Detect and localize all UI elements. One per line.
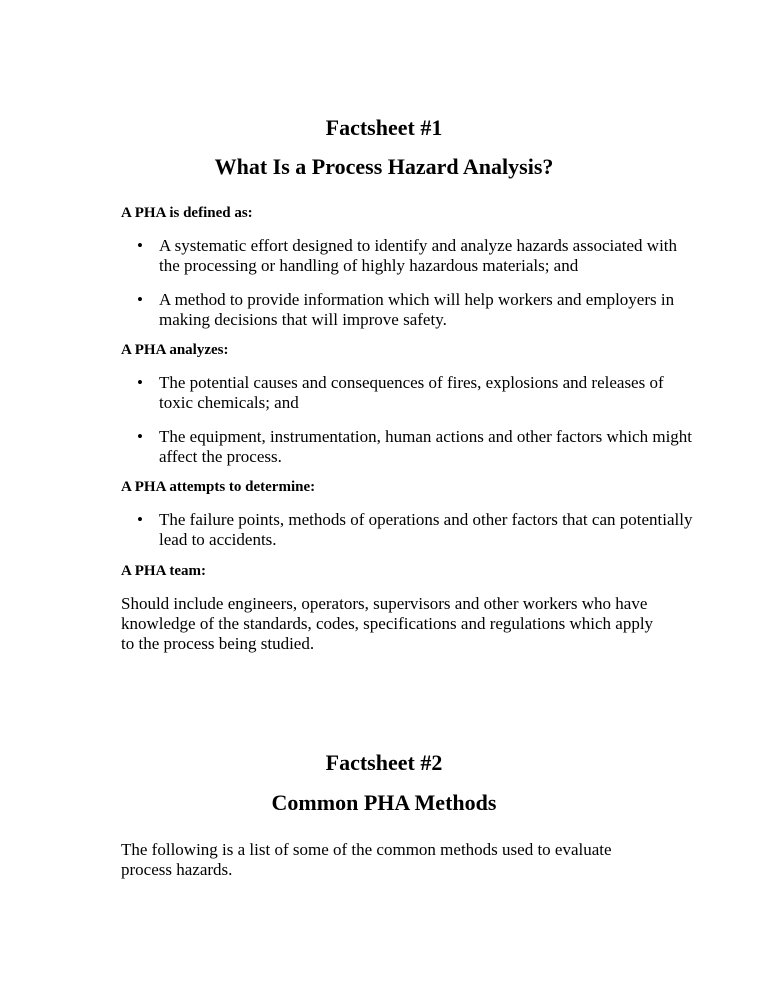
factsheet-2-subtitle: Common PHA Methods: [271, 790, 497, 815]
bullet-item: • The equipment, instrumentation, human actions and other factors which might affect the process.: [137, 427, 693, 466]
bullet-item: • A method to provide information which will help workers and employers in making decisions that will improve safety.: [137, 290, 675, 329]
heading-defined: A PHA is defined as:: [121, 205, 253, 221]
methods-intro-paragraph: The following is a list of some of the common methods used to evaluate process hazards.: [121, 840, 612, 879]
bullet-item: • The potential causes and consequences of fires, explosions and releases of toxic chemicals; and: [137, 373, 664, 412]
bullet-item: • The failure points, methods of operations and other factors that can potentially lead to accidents.: [137, 510, 693, 549]
heading-analyzes: A PHA analyzes:: [121, 342, 229, 358]
factsheet-1-subtitle: What Is a Process Hazard Analysis?: [214, 154, 554, 179]
team-paragraph: Should include engineers, operators, supervisors and other workers who have knowledge of the standards, codes, specifications and regulations which apply to the process being studied.: [121, 594, 654, 653]
heading-determine: A PHA attempts to determine:: [121, 479, 316, 495]
heading-team: A PHA team:: [121, 563, 206, 579]
bullet-item: • A systematic effort designed to identify and analyze hazards associated with the processing or handling of highly hazardous materials; and: [137, 236, 678, 275]
factsheet-1-title: Factsheet #1: [325, 115, 443, 140]
factsheet-2-title: Factsheet #2: [325, 750, 443, 775]
